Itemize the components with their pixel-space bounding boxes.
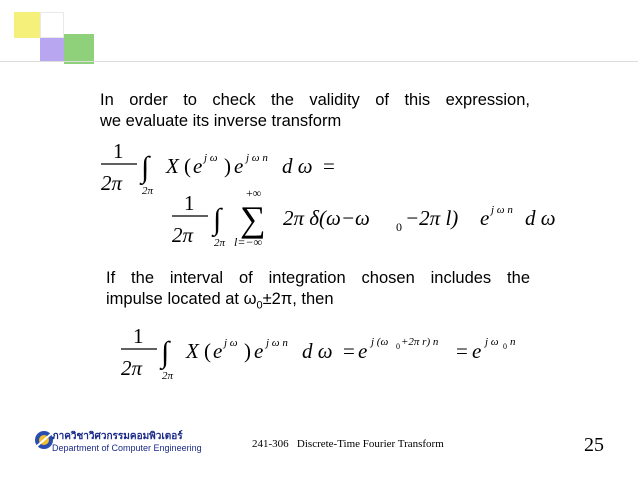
eq3-exp4-sub: 0 — [503, 342, 507, 351]
eq2-numerator-one: 1 — [184, 191, 195, 215]
eq3-exp3a: j (ω — [371, 336, 389, 348]
paragraph-impulse — [106, 268, 530, 316]
eq1-integral: ∫ — [141, 151, 150, 184]
eq3-integral-limit: 2π — [162, 370, 174, 382]
eq1-numerator-one: 1 — [113, 139, 124, 163]
eq3-e4: e — [472, 339, 482, 363]
paragraph-impulse-line2 — [106, 289, 530, 316]
eq1-exp1: j ω — [204, 152, 218, 164]
eq3-equals2: = — [456, 339, 468, 363]
eq3-e1: e — [213, 339, 223, 363]
eq2-integral: ∫ — [213, 203, 222, 236]
eq3-X: X — [186, 339, 199, 363]
eq1-paren-close: ) — [224, 154, 231, 178]
eq3-d-omega: d ω — [302, 339, 333, 363]
paragraph-impulse-line1: If the interval of integration chosen includes the — [106, 269, 530, 287]
eq2-exp: j ω n — [491, 204, 513, 216]
eq3-e2: e — [254, 339, 264, 363]
eq1-e2: e — [234, 154, 244, 178]
equation-result — [0, 315, 638, 395]
eq2-integral-limit: 2π — [214, 237, 226, 249]
eq2-denominator: 2π — [172, 223, 194, 247]
eq2-sum-lower: l=−∞ — [234, 235, 263, 249]
eq3-exp4a: j ω — [485, 336, 499, 348]
eq1-paren-open: ( — [184, 154, 191, 178]
eq1-equals: = — [323, 154, 335, 178]
eq1-exp2: j ω n — [246, 152, 268, 164]
eq2-sigma: ∑ — [240, 199, 266, 239]
equation-inverse-transform — [0, 130, 638, 280]
eq3-integral: ∫ — [161, 336, 170, 369]
eq1-denominator: 2π — [101, 171, 123, 195]
department-logo-icon — [34, 428, 54, 452]
eq3-exp2: j ω n — [266, 337, 288, 349]
eq2-sub-zero: 0 — [396, 220, 402, 234]
impulse-text-pre: impulse located at ω — [106, 290, 257, 308]
decor-square-white — [40, 12, 64, 38]
decor-square-yellow — [14, 12, 40, 38]
paragraph-intro — [100, 90, 530, 132]
decor-square-green — [64, 34, 94, 64]
eq1-integral-limit: 2π — [142, 185, 154, 197]
eq3-exp1: j ω — [224, 337, 238, 349]
impulse-text-sub: 0 — [256, 299, 263, 312]
eq3-e3: e — [358, 339, 368, 363]
eq2-delta-b: −2π l) — [405, 206, 459, 230]
page-number: 25 — [584, 434, 604, 456]
eq1-d-omega: d ω — [282, 154, 313, 178]
decor-square-purple — [40, 38, 64, 62]
paragraph-intro-line2: we evaluate its inverse transform — [100, 112, 342, 130]
eq1-X: X — [166, 154, 179, 178]
eq2-delta-a: 2π δ(ω−ω — [283, 206, 370, 230]
eq2-sum-upper: +∞ — [246, 186, 262, 200]
eq3-exp3b: +2π r) n — [401, 336, 439, 348]
footer-course-title: 241-306 Discrete-Time Fourier Transform — [252, 438, 444, 450]
department-logo-english: Department of Computer Engineering — [52, 443, 202, 453]
eq2-e: e — [480, 206, 490, 230]
eq2-d-omega: d ω — [525, 206, 556, 230]
eq3-equals1: = — [343, 339, 355, 363]
header-divider — [0, 61, 638, 62]
eq3-denominator: 2π — [121, 356, 143, 380]
paragraph-intro-line1: In order to check the validity of this expression, — [100, 91, 530, 109]
eq3-exp3-sub: 0 — [396, 342, 400, 351]
eq3-paren-close: ) — [244, 339, 251, 363]
eq1-e1: e — [193, 154, 203, 178]
eq3-exp4b: n — [510, 336, 516, 348]
impulse-text-post: ±2π, then — [262, 290, 334, 308]
eq3-numerator-one: 1 — [133, 324, 144, 348]
department-logo-thai: ภาควิชาวิศวกรรมคอมพิวเตอร์ — [52, 431, 183, 442]
eq3-paren-open: ( — [204, 339, 211, 363]
